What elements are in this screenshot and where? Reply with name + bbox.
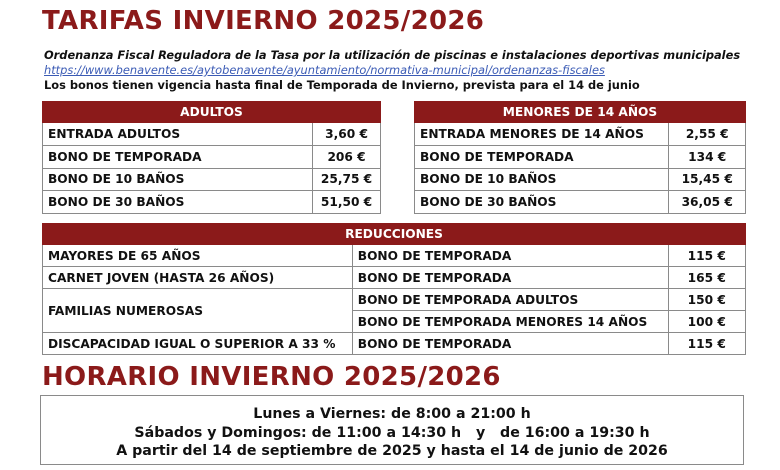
price-cell: 36,05 € (669, 191, 746, 214)
concept-cell: BONO DE TEMPORADA (352, 333, 668, 355)
group-cell: DISCAPACIDAD IGUAL O SUPERIOR A 33 % (43, 333, 353, 355)
validity-note: Los bonos tienen vigencia hasta final de Temporada de Invierno, prevista para el 14 de junio (44, 78, 640, 92)
concept-cell: BONO DE 10 BAÑOS (43, 168, 313, 191)
price-cell: 206 € (313, 145, 381, 168)
ordinance-link[interactable]: https://www.benavente.es/aytobenavente/ayuntamiento/normativa-municipal/ordenanzas-fiscales (44, 63, 605, 77)
concept-cell: BONO DE TEMPORADA (352, 245, 668, 267)
price-cell: 165 € (668, 267, 746, 289)
concept-cell: BONO DE 10 BAÑOS (415, 168, 669, 191)
reducciones-table (42, 223, 746, 355)
price-cell: 2,55 € (669, 123, 746, 146)
table-row (43, 289, 746, 311)
schedule-line-period: A partir del 14 de septiembre de 2025 y hasta el 14 de junio de 2026 (116, 443, 668, 459)
concept-cell: BONO DE TEMPORADA MENORES 14 AÑOS (352, 311, 668, 333)
concept-cell: BONO DE TEMPORADA (43, 145, 313, 168)
concept-cell: BONO DE TEMPORADA ADULTOS (352, 289, 668, 311)
concept-cell: BONO DE TEMPORADA (415, 145, 669, 168)
table-row (43, 191, 381, 214)
ordinance-text: Ordenanza Fiscal Reguladora de la Tasa por la utilización de piscinas e instalaciones deportivas municipales (44, 48, 741, 62)
table-row (43, 267, 746, 289)
schedule-line-weekends: Sábados y Domingos: de 11:00 a 14:30 h y de 16:00 a 19:30 h (134, 424, 650, 441)
table-row (415, 168, 746, 191)
price-cell: 100 € (668, 311, 746, 333)
concept-cell: BONO DE TEMPORADA (352, 267, 668, 289)
table-row (43, 245, 746, 267)
concept-cell: BONO DE 30 BAÑOS (43, 191, 313, 214)
table-row (415, 145, 746, 168)
price-cell: 115 € (668, 245, 746, 267)
table-row (43, 168, 381, 191)
concept-cell: ENTRADA MENORES DE 14 AÑOS (415, 123, 669, 146)
schedule-title: HORARIO INVIERNO 2025/2026 (42, 362, 501, 392)
table-row (43, 145, 381, 168)
price-cell: 134 € (669, 145, 746, 168)
schedule-box (40, 395, 744, 465)
menores-table (414, 101, 746, 214)
group-cell: MAYORES DE 65 AÑOS (43, 245, 353, 267)
price-cell: 3,60 € (313, 123, 381, 146)
schedule-line-weekdays: Lunes a Viernes: de 8:00 a 21:00 h (253, 406, 531, 422)
reducciones-heading: REDUCCIONES (43, 224, 746, 245)
table-row (43, 333, 746, 355)
price-cell: 25,75 € (313, 168, 381, 191)
menores-heading: MENORES DE 14 AÑOS (415, 102, 746, 123)
page-title: TARIFAS INVIERNO 2025/2026 (42, 6, 485, 36)
table-row (415, 123, 746, 146)
price-cell: 115 € (668, 333, 746, 355)
table-row (43, 123, 381, 146)
adultos-table (42, 101, 381, 214)
adultos-heading: ADULTOS (43, 102, 381, 123)
price-cell: 150 € (668, 289, 746, 311)
price-cell: 15,45 € (669, 168, 746, 191)
price-cell: 51,50 € (313, 191, 381, 214)
concept-cell: BONO DE 30 BAÑOS (415, 191, 669, 214)
concept-cell: ENTRADA ADULTOS (43, 123, 313, 146)
group-cell: FAMILIAS NUMEROSAS (43, 289, 353, 333)
group-cell: CARNET JOVEN (HASTA 26 AÑOS) (43, 267, 353, 289)
table-row (415, 191, 746, 214)
